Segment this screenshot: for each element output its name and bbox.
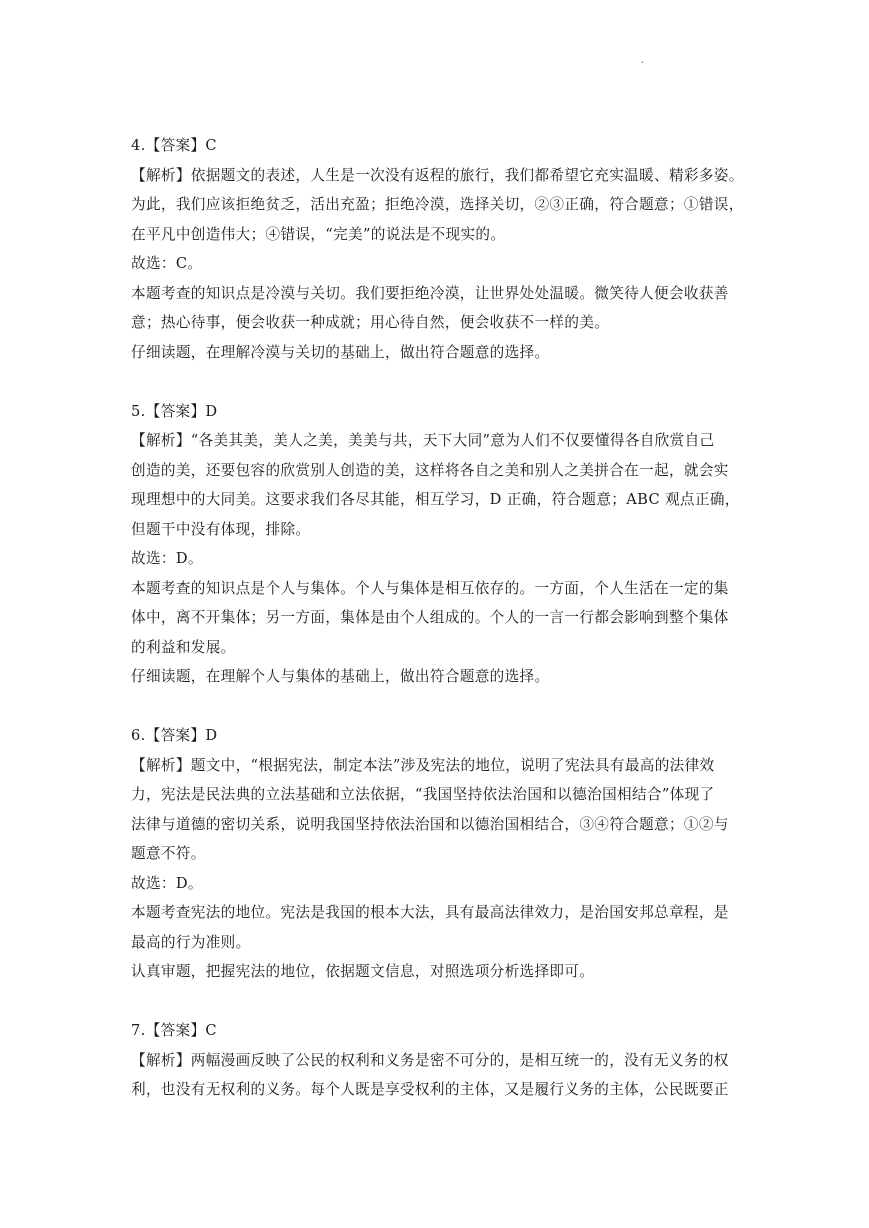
block-spacer [131, 692, 741, 722]
question-block-5 [131, 397, 741, 692]
question-block-6 [131, 721, 741, 987]
answer-label: 7.【答案】C [131, 1022, 217, 1039]
text-line: 题意不符。 [131, 845, 206, 862]
text-line: 利，也没有无权利的义务。每个人既是享受权利的主体，又是履行义务的主体，公民既要正 [131, 1081, 729, 1098]
text-line: 故选：C。 [131, 255, 203, 272]
text-line: 本题考查的知识点是个人与集体。个人与集体是相互依存的。一方面，个人生活在一定的集 [131, 579, 729, 597]
block-spacer [131, 987, 741, 1017]
text-line: 力，宪法是民法典的立法基础和立法依据，“我国坚持依法治国和以德治国相结合”体现了 [131, 786, 715, 803]
text-line: 【解析】两幅漫画反映了公民的权利和义务是密不可分的，是相互统一的，没有无义务的权 [131, 1051, 729, 1069]
block-spacer [131, 367, 741, 397]
text-line: 体中，离不开集体；另一方面，集体是由个人组成的。个人的一言一行都会影响到整个集体 [131, 609, 729, 626]
text-line: 本题考查的知识点是冷漠与关切。我们要拒绝冷漠，让世界处处温暖。微笑待人便会收获善 [131, 284, 729, 302]
text-line: 在平凡中创造伟大；④错误，“完美”的说法是不现实的。 [131, 225, 506, 243]
text-line: 故选：D。 [131, 550, 203, 567]
question-block-7 [131, 1016, 741, 1105]
text-line: 【解析】“各美其美，美人之美，美美与共，天下大同”意为人们不仅要懂得各自欣赏自己 [131, 432, 715, 449]
text-line: 为此，我们应该拒绝贫乏，活出充盈；拒绝冷漠，选择关切，②③正确，符合题意；①错误， [131, 196, 744, 213]
text-line: 【解析】依据题文的表述，人生是一次没有返程的旅行，我们都希望它充实温暖、精彩多姿。 [131, 166, 744, 184]
text-line: 意；热心待事，便会收获一种成就；用心待自然，便会收获不一样的美。 [131, 314, 610, 331]
question-block-4 [131, 131, 744, 367]
text-line: 的利益和发展。 [131, 638, 236, 656]
answer-label: 5.【答案】D [131, 402, 218, 420]
text-line: 认真审题，把握宪法的地位，依据题文信息，对照选项分析选择即可。 [131, 963, 595, 980]
text-line: 仔细读题，在理解冷漠与关切的基础上，做出符合题意的选择。 [131, 343, 550, 361]
text-line: 仔细读题，在理解个人与集体的基础上，做出符合题意的选择。 [131, 668, 550, 685]
text-line: 故选：D。 [131, 874, 203, 892]
header-dot: . [641, 55, 645, 66]
text-line: 但题干中没有体现，排除。 [131, 520, 311, 538]
text-line: 现理想中的大同美。这要求我们各尽其能，相互学习，D 正确，符合题意；ABC 观点正确， [131, 491, 740, 508]
answer-label: 4.【答案】C [131, 137, 217, 154]
answer-content [131, 131, 744, 1105]
text-line: 创造的美，还要包容的欣赏别人创造的美，这样将各自之美和别人之美拼合在一起，就会实 [131, 461, 729, 479]
text-line: 最高的行为准则。 [131, 933, 251, 951]
text-line: 法律与道德的密切关系，说明我国坚持依法治国和以德治国相结合，③④符合题意；①②与 [131, 815, 729, 833]
text-line: 本题考查宪法的地位。宪法是我国的根本大法，具有最高法律效力，是治国安邦总章程，是 [131, 904, 729, 921]
answer-label: 6.【答案】D [131, 727, 218, 744]
text-line: 【解析】题文中，“根据宪法，制定本法”涉及宪法的地位，说明了宪法具有最高的法律效 [131, 756, 715, 774]
